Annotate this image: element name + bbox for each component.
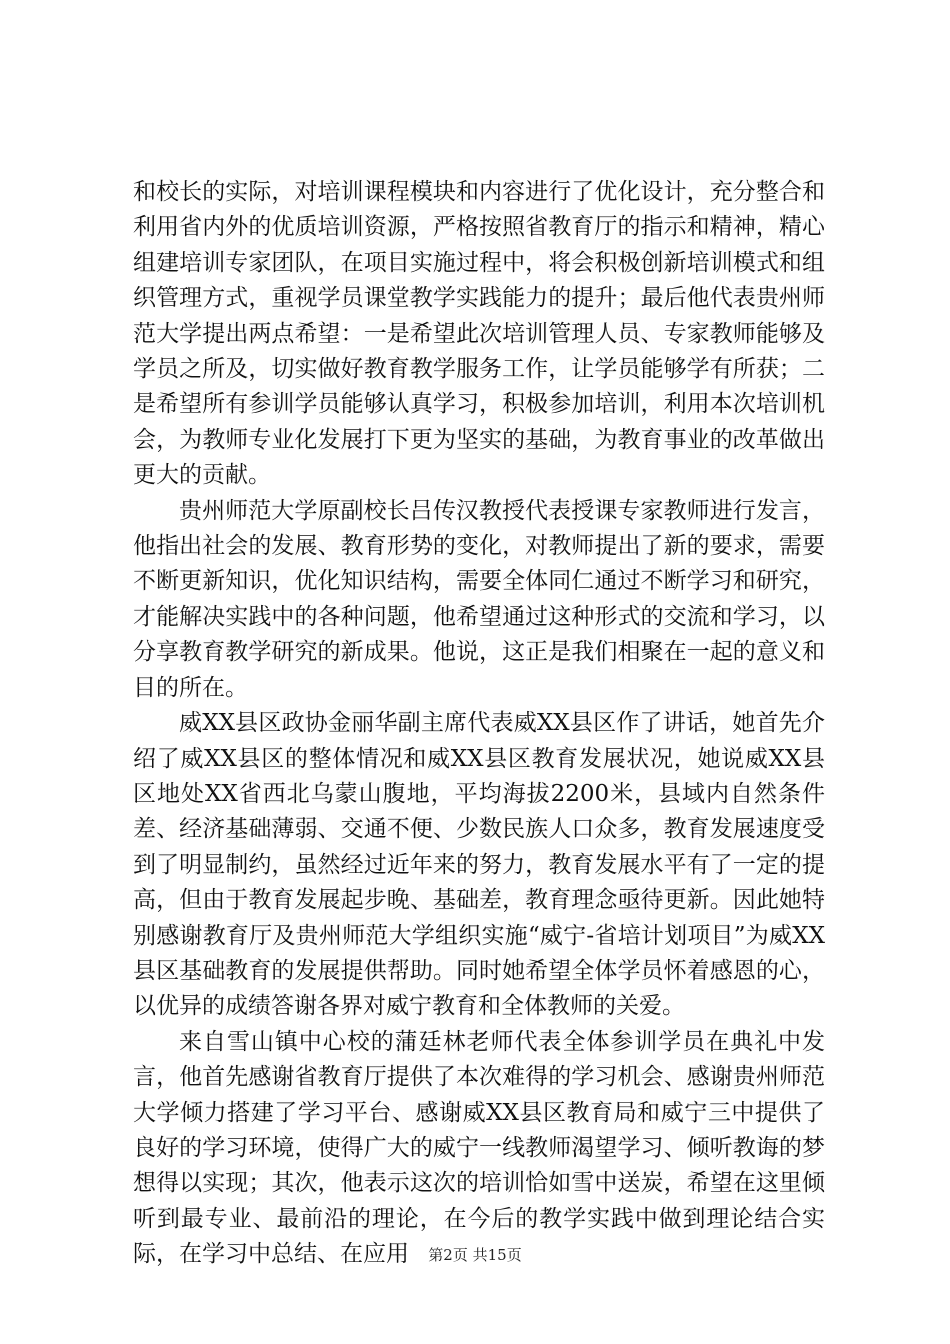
paragraph-3: 威XX县区政协金丽华副主席代表威XX县区作了讲话，她首先介绍了威XX县区的整体情况和威XX县区教育发展状况，她说威XX县区地处XX省西北乌蒙山腹地，平均海拔2200米，县域内自然条件差、经济基础薄弱、交通不便、少数民族人口众多，教育发展速度受到了明显制约，虽然经过近年来的努力，教育发展水平有了一定的提高，但由于教育发展起步晚、基础差，教育理念亟待更新。因此她特别感谢教育厅及贵州师范大学组织实施“威宁-省培计划项目”为威XX县区基础教育的发展提供帮助。同时她希望全体学员怀着感恩的心，以优异的成绩答谢各界对威宁教育和全体教师的关爱。: [133, 710, 825, 1020]
paragraph-4: 来自雪山镇中心校的蒲廷林老师代表全体参训学员在典礼中发言，他首先感谢省教育厅提供了本次难得的学习机会、感谢贵州师范大学倾力搭建了学习平台、感谢威XX县区教育局和威宁三中提供了良好的学习环境，使得广大的威宁一线教师渴望学习、倾听教诲的梦想得以实现；其次，他表示这次的培训恰如雪中送炭，希望在这里倾听到最专业、最前沿的理论，在今后的教学实践中做到理论结合实际，在学习中总结、在应用: [133, 1028, 825, 1268]
paragraph-1: 和校长的实际，对培训课程模块和内容进行了优化设计，充分整合和利用省内外的优质培训资源，严格按照省教育厅的指示和精神，精心组建培训专家团队，在项目实施过程中，将会积极创新培训模式和组织管理方式，重视学员课堂教学实践能力的提升；最后他代表贵州师范大学提出两点希望：一是希望此次培训管理人员、专家教师能够及学员之所及，切实做好教育教学服务工作，让学员能够学有所获；二是希望所有参训学员能够认真学习，积极参加培训，利用本次培训机会，为教师专业化发展打下更为坚实的基础，为教育事业的改革做出更大的贡献。: [133, 179, 825, 489]
document-body: [133, 175, 825, 1273]
paragraph-2: 贵州师范大学原副校长吕传汉教授代表授课专家教师进行发言，他指出社会的发展、教育形势的变化，对教师提出了新的要求，需要不断更新知识，优化知识结构，需要全体同仁通过不断学习和研究，才能解决实践中的各种问题，他希望通过这种形式的交流和学习，以分享教育教学研究的新成果。他说，这正是我们相聚在一起的意义和目的所在。: [133, 497, 825, 701]
page-number-footer: 第2页 共15页: [428, 1246, 522, 1264]
